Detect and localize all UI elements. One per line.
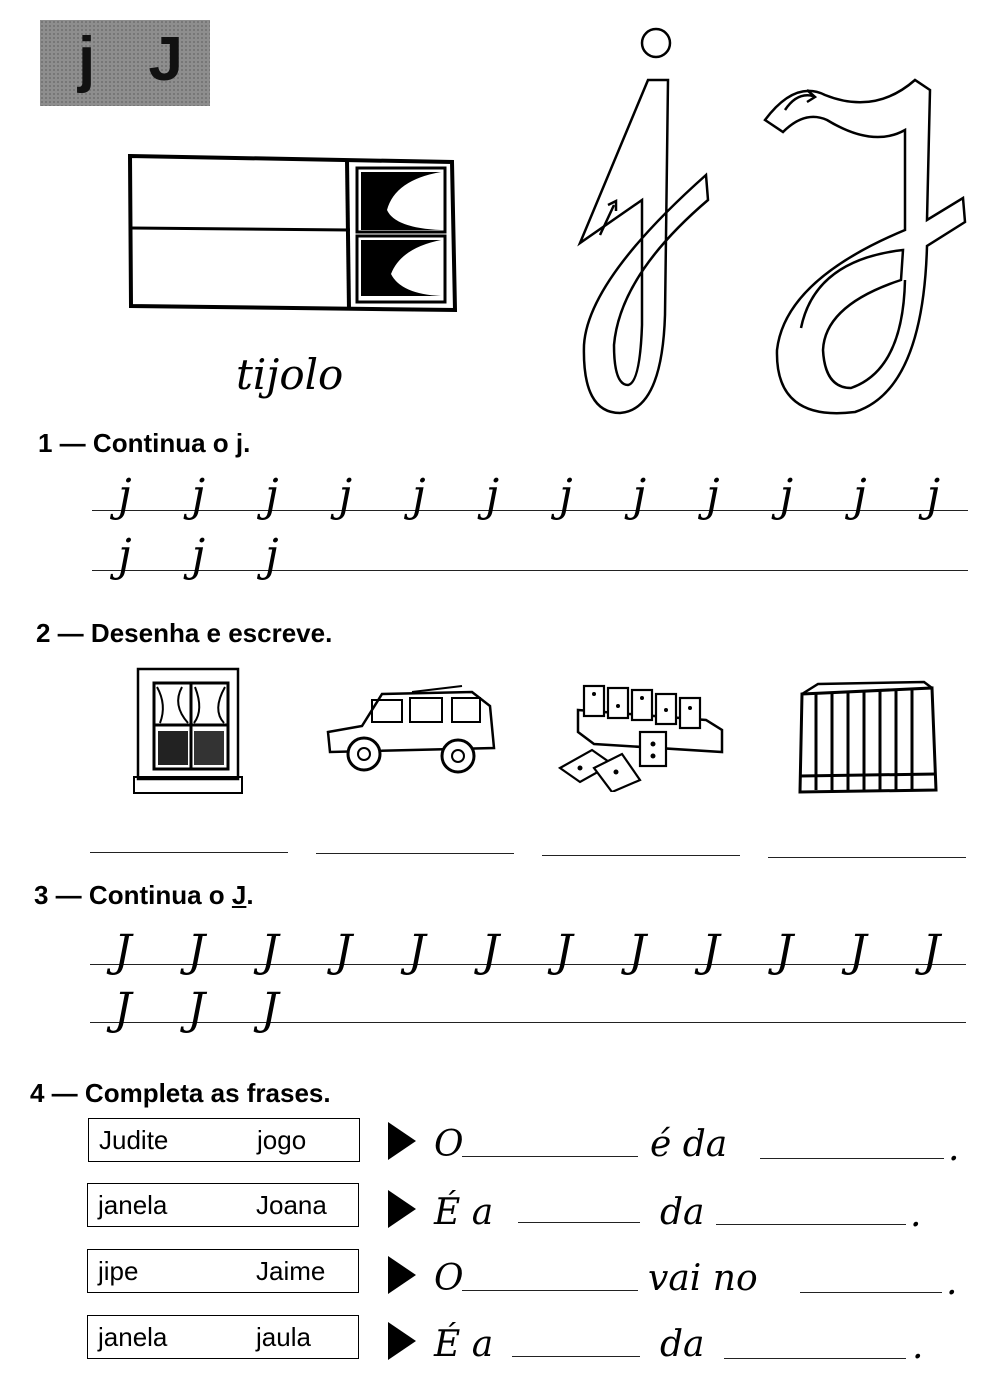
trace-glyph: j bbox=[559, 470, 573, 521]
sentence-blank[interactable] bbox=[716, 1224, 906, 1225]
exercise-letter: j bbox=[235, 428, 244, 458]
word-a: jipe bbox=[98, 1256, 139, 1286]
exercise-dot: . bbox=[246, 880, 254, 910]
answer-line-dominoes[interactable] bbox=[542, 855, 740, 856]
trace-glyph: j bbox=[191, 530, 206, 581]
trace-glyph: j bbox=[853, 470, 867, 521]
trace-glyph: j bbox=[118, 530, 132, 581]
play-arrow-icon bbox=[388, 1322, 416, 1360]
exercise-number: 1 — bbox=[38, 428, 86, 458]
trace-glyph: j bbox=[632, 470, 647, 521]
trace-glyph: J bbox=[481, 926, 500, 977]
exercise-text: Completa as frases. bbox=[84, 1078, 331, 1108]
trace-glyph: J bbox=[628, 926, 647, 977]
exercise-3-heading bbox=[34, 880, 254, 911]
word-a: janela bbox=[98, 1190, 168, 1220]
word-b: jogo bbox=[257, 1125, 307, 1155]
sentence-start: É a bbox=[434, 1192, 494, 1233]
trace-glyph: J bbox=[849, 926, 867, 977]
word-box bbox=[87, 1183, 359, 1227]
sentence-blank[interactable] bbox=[518, 1222, 640, 1223]
sentence-end: . bbox=[948, 1128, 960, 1169]
answer-line-window[interactable] bbox=[90, 852, 288, 853]
trace-glyph: j bbox=[779, 470, 794, 521]
sentence-start: É a bbox=[434, 1324, 494, 1365]
play-arrow-icon bbox=[388, 1190, 416, 1228]
cage-icon bbox=[792, 680, 944, 805]
trace-row-J-1 bbox=[0, 926, 996, 986]
trace-glyph: J bbox=[114, 984, 132, 1035]
exercise-letter: J bbox=[231, 880, 247, 910]
sentence-middle: da bbox=[660, 1192, 705, 1233]
trace-glyph: J bbox=[702, 926, 720, 977]
trace-glyph: j bbox=[118, 470, 132, 521]
trace-glyph: J bbox=[922, 926, 941, 977]
sentence-blank[interactable] bbox=[462, 1156, 638, 1157]
trace-glyph: j bbox=[926, 470, 941, 521]
exercise-text: Continua o bbox=[92, 428, 236, 458]
answer-line-cage[interactable] bbox=[768, 857, 966, 858]
word-box bbox=[88, 1118, 360, 1162]
sentence-middle: é da bbox=[650, 1124, 728, 1165]
trace-glyph: J bbox=[187, 926, 206, 977]
trace-glyph: j bbox=[265, 470, 279, 521]
sentence-blank[interactable] bbox=[760, 1158, 944, 1159]
trace-glyph: j bbox=[265, 530, 279, 581]
trace-glyph: j bbox=[338, 470, 353, 521]
cursive-j-model-icon bbox=[570, 25, 720, 420]
trace-row-J-2 bbox=[0, 984, 996, 1044]
trace-row-j-2 bbox=[0, 530, 996, 590]
trace-glyph: J bbox=[408, 926, 426, 977]
word-b: Jaime bbox=[256, 1256, 326, 1286]
trace-row-j-1 bbox=[0, 470, 996, 530]
sentence-blank[interactable] bbox=[800, 1292, 942, 1293]
sentence-blank[interactable] bbox=[462, 1290, 638, 1291]
word-box bbox=[87, 1315, 359, 1359]
sentence-middle: vai no bbox=[648, 1258, 758, 1299]
exercise-text: Continua o bbox=[88, 880, 232, 910]
answer-line-jeep[interactable] bbox=[316, 853, 514, 854]
exercise-number: 4 — bbox=[30, 1078, 78, 1108]
trace-glyph: j bbox=[191, 470, 206, 521]
sentence-end: . bbox=[946, 1262, 958, 1303]
trace-glyph: j bbox=[412, 470, 426, 521]
trace-glyph: J bbox=[261, 926, 279, 977]
sentence-start: O bbox=[434, 1258, 464, 1299]
sentence-blank[interactable] bbox=[724, 1358, 906, 1359]
trace-glyph: J bbox=[261, 984, 279, 1035]
exercise-2-heading bbox=[36, 618, 332, 649]
exercise-4-heading bbox=[30, 1078, 331, 1109]
exercise-dot: . bbox=[243, 428, 251, 458]
sentence-start: O bbox=[434, 1124, 464, 1165]
sentence-end: . bbox=[910, 1194, 922, 1235]
jeep-icon bbox=[322, 682, 502, 780]
window-icon bbox=[132, 665, 244, 800]
exercise-1-heading bbox=[38, 428, 250, 459]
sentence-end: . bbox=[912, 1326, 924, 1367]
word-b: Joana bbox=[256, 1190, 327, 1220]
trace-glyph: J bbox=[334, 926, 353, 977]
cursive-J-model-icon bbox=[755, 70, 970, 425]
word-b: jaula bbox=[256, 1322, 311, 1352]
trace-glyph: j bbox=[706, 470, 720, 521]
dominoes-icon bbox=[556, 680, 726, 792]
play-arrow-icon bbox=[388, 1256, 416, 1294]
word-a: janela bbox=[98, 1322, 168, 1352]
picture-word: tijolo bbox=[236, 350, 344, 399]
trace-glyph: J bbox=[114, 926, 132, 977]
play-arrow-icon bbox=[388, 1122, 416, 1160]
badge-letters: j J bbox=[78, 25, 201, 94]
sentence-middle: da bbox=[660, 1324, 705, 1365]
word-a: Judite bbox=[99, 1125, 169, 1155]
exercise-text: Desenha e escreve. bbox=[90, 618, 333, 648]
trace-glyph: J bbox=[555, 926, 573, 977]
word-box bbox=[87, 1249, 359, 1293]
trace-glyph: J bbox=[187, 984, 206, 1035]
trace-glyph: J bbox=[775, 926, 794, 977]
exercise-number: 3 — bbox=[34, 880, 82, 910]
sentence-blank[interactable] bbox=[512, 1356, 640, 1357]
exercise-number: 2 — bbox=[36, 618, 84, 648]
trace-glyph: j bbox=[485, 470, 500, 521]
brick-icon bbox=[125, 150, 460, 318]
